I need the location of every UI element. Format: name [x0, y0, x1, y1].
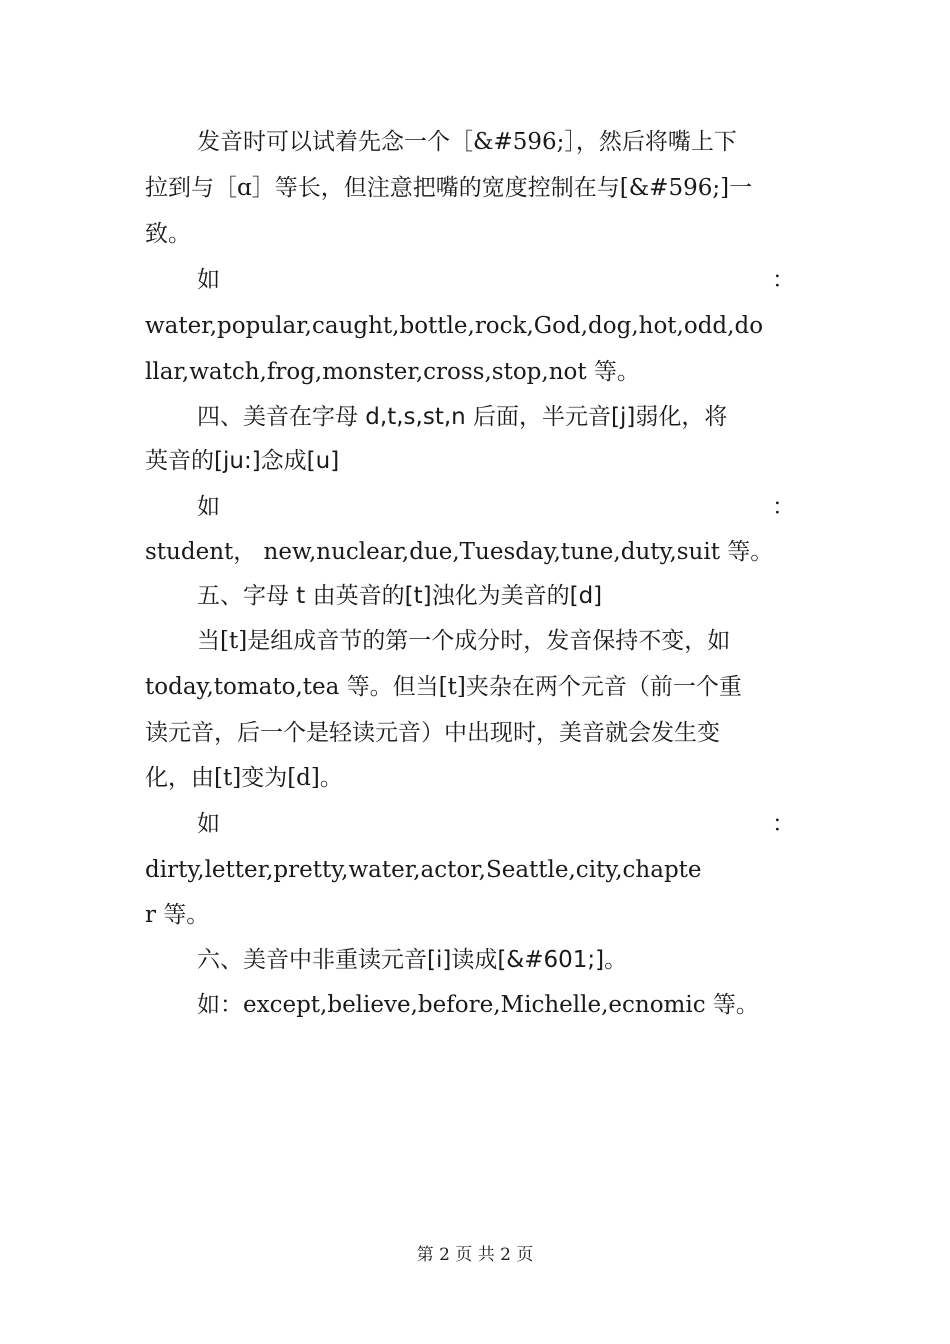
example-intro-colon: ：	[772, 494, 795, 520]
example-words-line: student， new,nuclear,due,Tuesday,tune,duty,suit 等。	[145, 539, 774, 565]
example-intro-line	[197, 260, 795, 300]
example-intro-colon: ：	[772, 267, 795, 293]
example-words-line: water,popular,caught,bottle,rock,God,dog,hot,odd,do	[145, 313, 764, 339]
paragraph-line: 发音时可以试着先念一个［&#596;］，然后将嘴上下	[197, 129, 737, 155]
paragraph-line: 化，由[t]变为[d]。	[145, 765, 343, 791]
example-words-line: r 等。	[145, 902, 210, 928]
example-words-line: llar,watch,frog,monster,cross,stop,not 等。	[145, 359, 640, 385]
page-footer: 第 2 页 共 2 页	[416, 1245, 534, 1265]
paragraph-line: 致。	[145, 221, 191, 247]
example-intro-label: 如	[197, 811, 220, 837]
example-intro-label: 如	[197, 494, 220, 520]
example-words-line: dirty,letter,pretty,water,actor,Seattle,city,chapte	[145, 857, 702, 883]
paragraph-line: 如：except,believe,before,Michelle,ecnomic 等。	[197, 992, 759, 1018]
section-heading: 四、美音在字母 d,t,s,st,n 后面，半元音[j]弱化，将	[197, 404, 728, 430]
paragraph-line: today,tomato,tea 等。但当[t]夹杂在两个元音（前一个重	[145, 674, 742, 700]
section-heading: 英音的[ju:]念成[u]	[145, 448, 340, 474]
paragraph-line: 当[t]是组成音节的第一个成分时，发音保持不变，如	[197, 628, 731, 654]
section-heading: 五、字母 t 由英音的[t]浊化为美音的[d]	[197, 583, 603, 609]
paragraph-line: 拉到与［ɑ］等长，但注意把嘴的宽度控制在与[&#596;]一	[145, 175, 753, 201]
example-intro-label: 如	[197, 267, 220, 293]
section-heading: 六、美音中非重读元音[i]读成[&#601;]。	[197, 947, 628, 973]
example-intro-colon: ：	[772, 811, 795, 837]
example-intro-line	[197, 804, 795, 844]
paragraph-line: 读元音，后一个是轻读元音）中出现时，美音就会发生变	[145, 720, 720, 746]
example-intro-line	[197, 487, 795, 527]
